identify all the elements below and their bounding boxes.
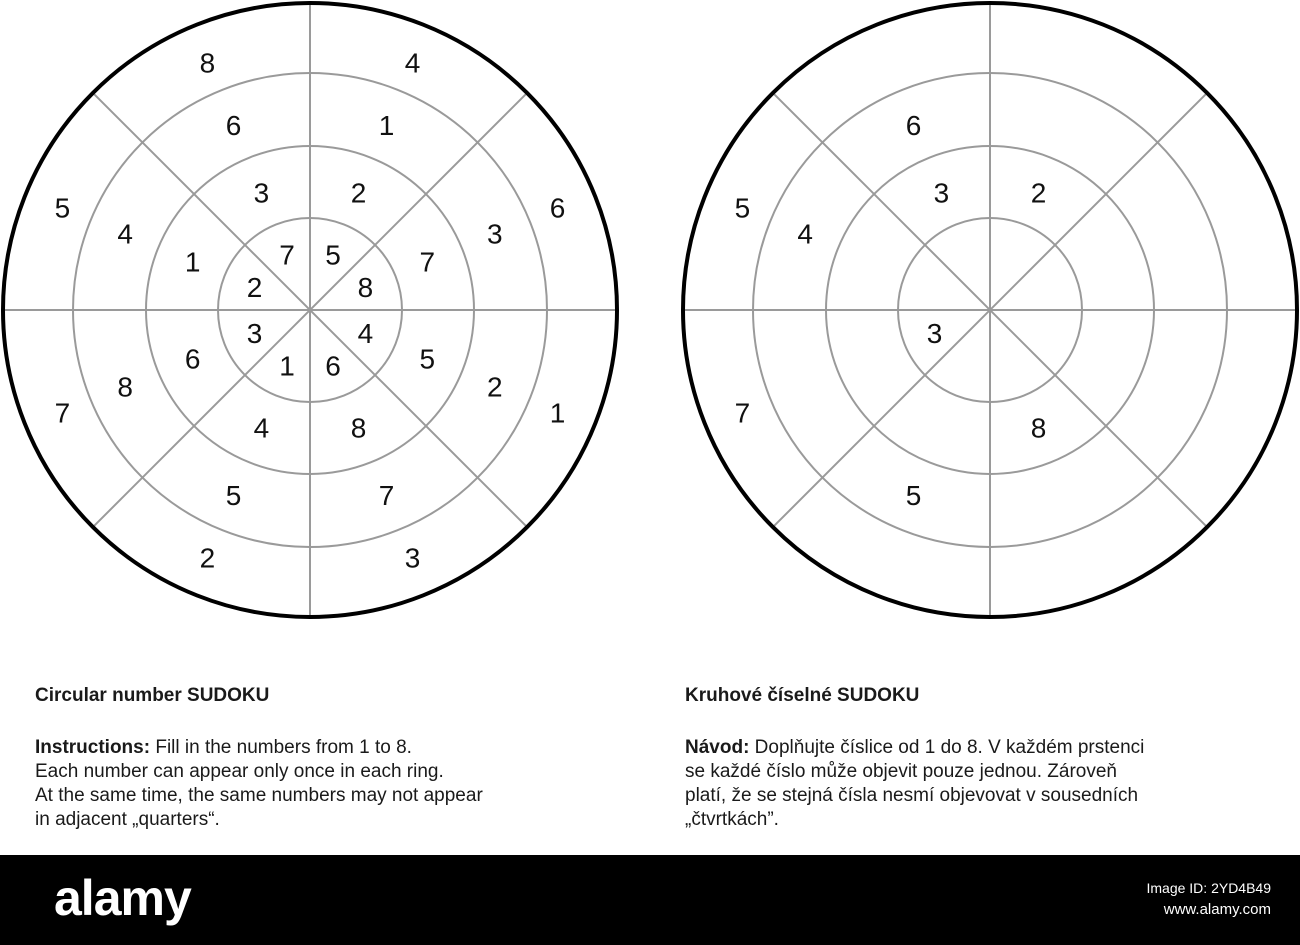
cell-digit[interactable]: 8	[117, 371, 133, 403]
czech-title: Kruhové číselné SUDOKU	[685, 685, 920, 706]
cell-digit[interactable]: 4	[117, 218, 133, 250]
cell-digit[interactable]: 8	[199, 47, 216, 79]
english-line-1-text: Fill in the numbers from 1 to 8.	[150, 737, 412, 758]
watermark-footer	[0, 855, 1300, 945]
czech-instructions-line-4: „čtvrtkách”.	[685, 809, 779, 830]
czech-caption	[685, 684, 1285, 832]
cell-digit[interactable]: 6	[549, 192, 566, 224]
cell-digit[interactable]: 3	[487, 218, 503, 250]
cell-digit[interactable]: 5	[325, 239, 341, 271]
cell-digit[interactable]: 2	[199, 542, 216, 574]
alamy-logo: alamy	[54, 870, 191, 926]
english-title: Circular number SUDOKU	[35, 685, 270, 706]
cell-digit[interactable]: 3	[246, 318, 263, 349]
cell-digit[interactable]: 5	[734, 192, 751, 224]
cell-digit[interactable]: 6	[184, 343, 201, 375]
english-instructions-line-3: At the same time, the same numbers may not appear	[35, 785, 483, 806]
cell-digit[interactable]: 4	[404, 47, 421, 79]
english-instructions-label: Instructions:	[35, 737, 151, 758]
cell-digit[interactable]: 4	[797, 218, 813, 250]
image-id-block	[1146, 877, 1271, 921]
cell-digit[interactable]: 2	[246, 272, 263, 303]
cell-digit[interactable]: 5	[54, 192, 71, 224]
english-instructions-line-4: in adjacent „quarters“.	[35, 809, 220, 830]
cell-digit[interactable]: 1	[378, 110, 395, 142]
cell-digit[interactable]: 3	[253, 177, 270, 209]
cell-digit[interactable]: 2	[1030, 177, 1047, 209]
cell-digit[interactable]: 1	[549, 397, 566, 429]
czech-instructions-line-2: se každé číslo může objevit pouze jednou. Zároveň	[685, 761, 1117, 782]
czech-instructions-label: Návod:	[685, 737, 750, 758]
cell-digit[interactable]: 7	[734, 397, 751, 429]
czech-instructions-line-3: platí, že se stejná čísla nesmí objevovat v sousedních	[685, 785, 1139, 806]
cell-digit[interactable]: 7	[279, 239, 295, 271]
cell-digit[interactable]: 7	[419, 246, 436, 278]
cell-digit[interactable]: 5	[905, 479, 922, 511]
czech-instructions-line-1	[685, 736, 1285, 760]
solved-sudoku-board	[3, 3, 617, 617]
cell-digit[interactable]: 5	[225, 479, 242, 511]
czech-line-1-text: Doplňujte číslice od 1 do 8. V každém prstenci	[749, 737, 1145, 758]
cell-digit[interactable]: 1	[184, 246, 201, 278]
cell-digit[interactable]: 3	[926, 318, 943, 349]
cell-digit[interactable]: 7	[378, 479, 395, 511]
cell-digit[interactable]: 6	[225, 110, 242, 142]
cell-digit[interactable]: 3	[933, 177, 950, 209]
cell-digit[interactable]: 1	[279, 350, 295, 382]
cell-digit[interactable]: 7	[54, 397, 71, 429]
cell-digit[interactable]: 2	[487, 371, 503, 403]
cell-digit[interactable]: 4	[357, 318, 374, 349]
cell-digit[interactable]: 6	[325, 350, 341, 382]
cell-digit[interactable]: 8	[1030, 412, 1047, 444]
site-url: www.alamy.com	[1163, 901, 1271, 918]
cell-digit[interactable]: 8	[350, 412, 367, 444]
cell-digit[interactable]: 2	[350, 177, 367, 209]
cell-digit[interactable]: 4	[253, 412, 270, 444]
english-instructions-line-1	[35, 736, 635, 760]
cell-digit[interactable]: 3	[404, 542, 421, 574]
image-id: Image ID: 2YD4B49	[1146, 880, 1271, 896]
english-instructions-line-2: Each number can appear only once in each ring.	[35, 761, 444, 782]
cell-digit[interactable]: 8	[357, 272, 374, 303]
cell-digit[interactable]: 5	[419, 343, 436, 375]
english-caption	[35, 684, 635, 832]
unsolved-sudoku-board	[683, 3, 1297, 617]
cell-digit[interactable]: 6	[905, 110, 922, 142]
